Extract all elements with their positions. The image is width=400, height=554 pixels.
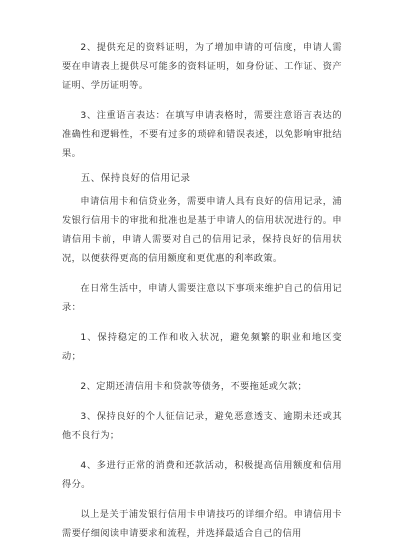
paragraph-credit-record-intro: 申请信用卡和信贷业务，需要申请人具有良好的信用记录，浦发银行信用卡的审批和批准也是基于申请人的信用状况进行的。申请信用卡前，申请人需要对自己的信用记录，保持良好的信用状况，以便获得更高的信用额度和更优惠的利率政策。 — [62, 196, 342, 264]
list-item-good-credit-report: 3、保持良好的个人征信记录，避免恶意透支、逾期未还或其他不良行为； — [62, 411, 342, 441]
section-heading-credit-record: 五、保持良好的信用记录 — [80, 173, 191, 184]
paragraph-daily-life-notes: 在日常生活中，申请人需要注意以下事项来维护自己的信用记录： — [62, 283, 342, 313]
list-item-stable-job: 1、保持稳定的工作和收入状况，避免频繁的职业和地区变动； — [62, 332, 342, 362]
paragraph-conclusion: 以上是关于浦发银行信用卡申请技巧的详细介绍。申请信用卡需要仔细阅读申请要求和流程，并选择最适合自己的信用 — [62, 509, 342, 539]
paragraph-language-expression: 3、注重语言表达：在填写申请表格时，需要注意语言表达的准确性和逻辑性，不要有过多的琐碎和错误表述，以免影响审批结果。 — [62, 110, 342, 159]
list-item-normal-spending: 4、多进行正常的消费和还款活动，积极提高信用额度和信用得分。 — [62, 460, 342, 490]
list-item-repay-debts: 2、定期还清信用卡和贷款等债务，不要拖延或欠款； — [80, 381, 308, 392]
document-page — [62, 38, 342, 554]
paragraph-supporting-documents: 2、提供充足的资料证明，为了增加申请的可信度，申请人需要在申请表上提供尽可能多的资料证明，如身份证、工作证、资产证明、学历证明等。 — [62, 42, 342, 91]
